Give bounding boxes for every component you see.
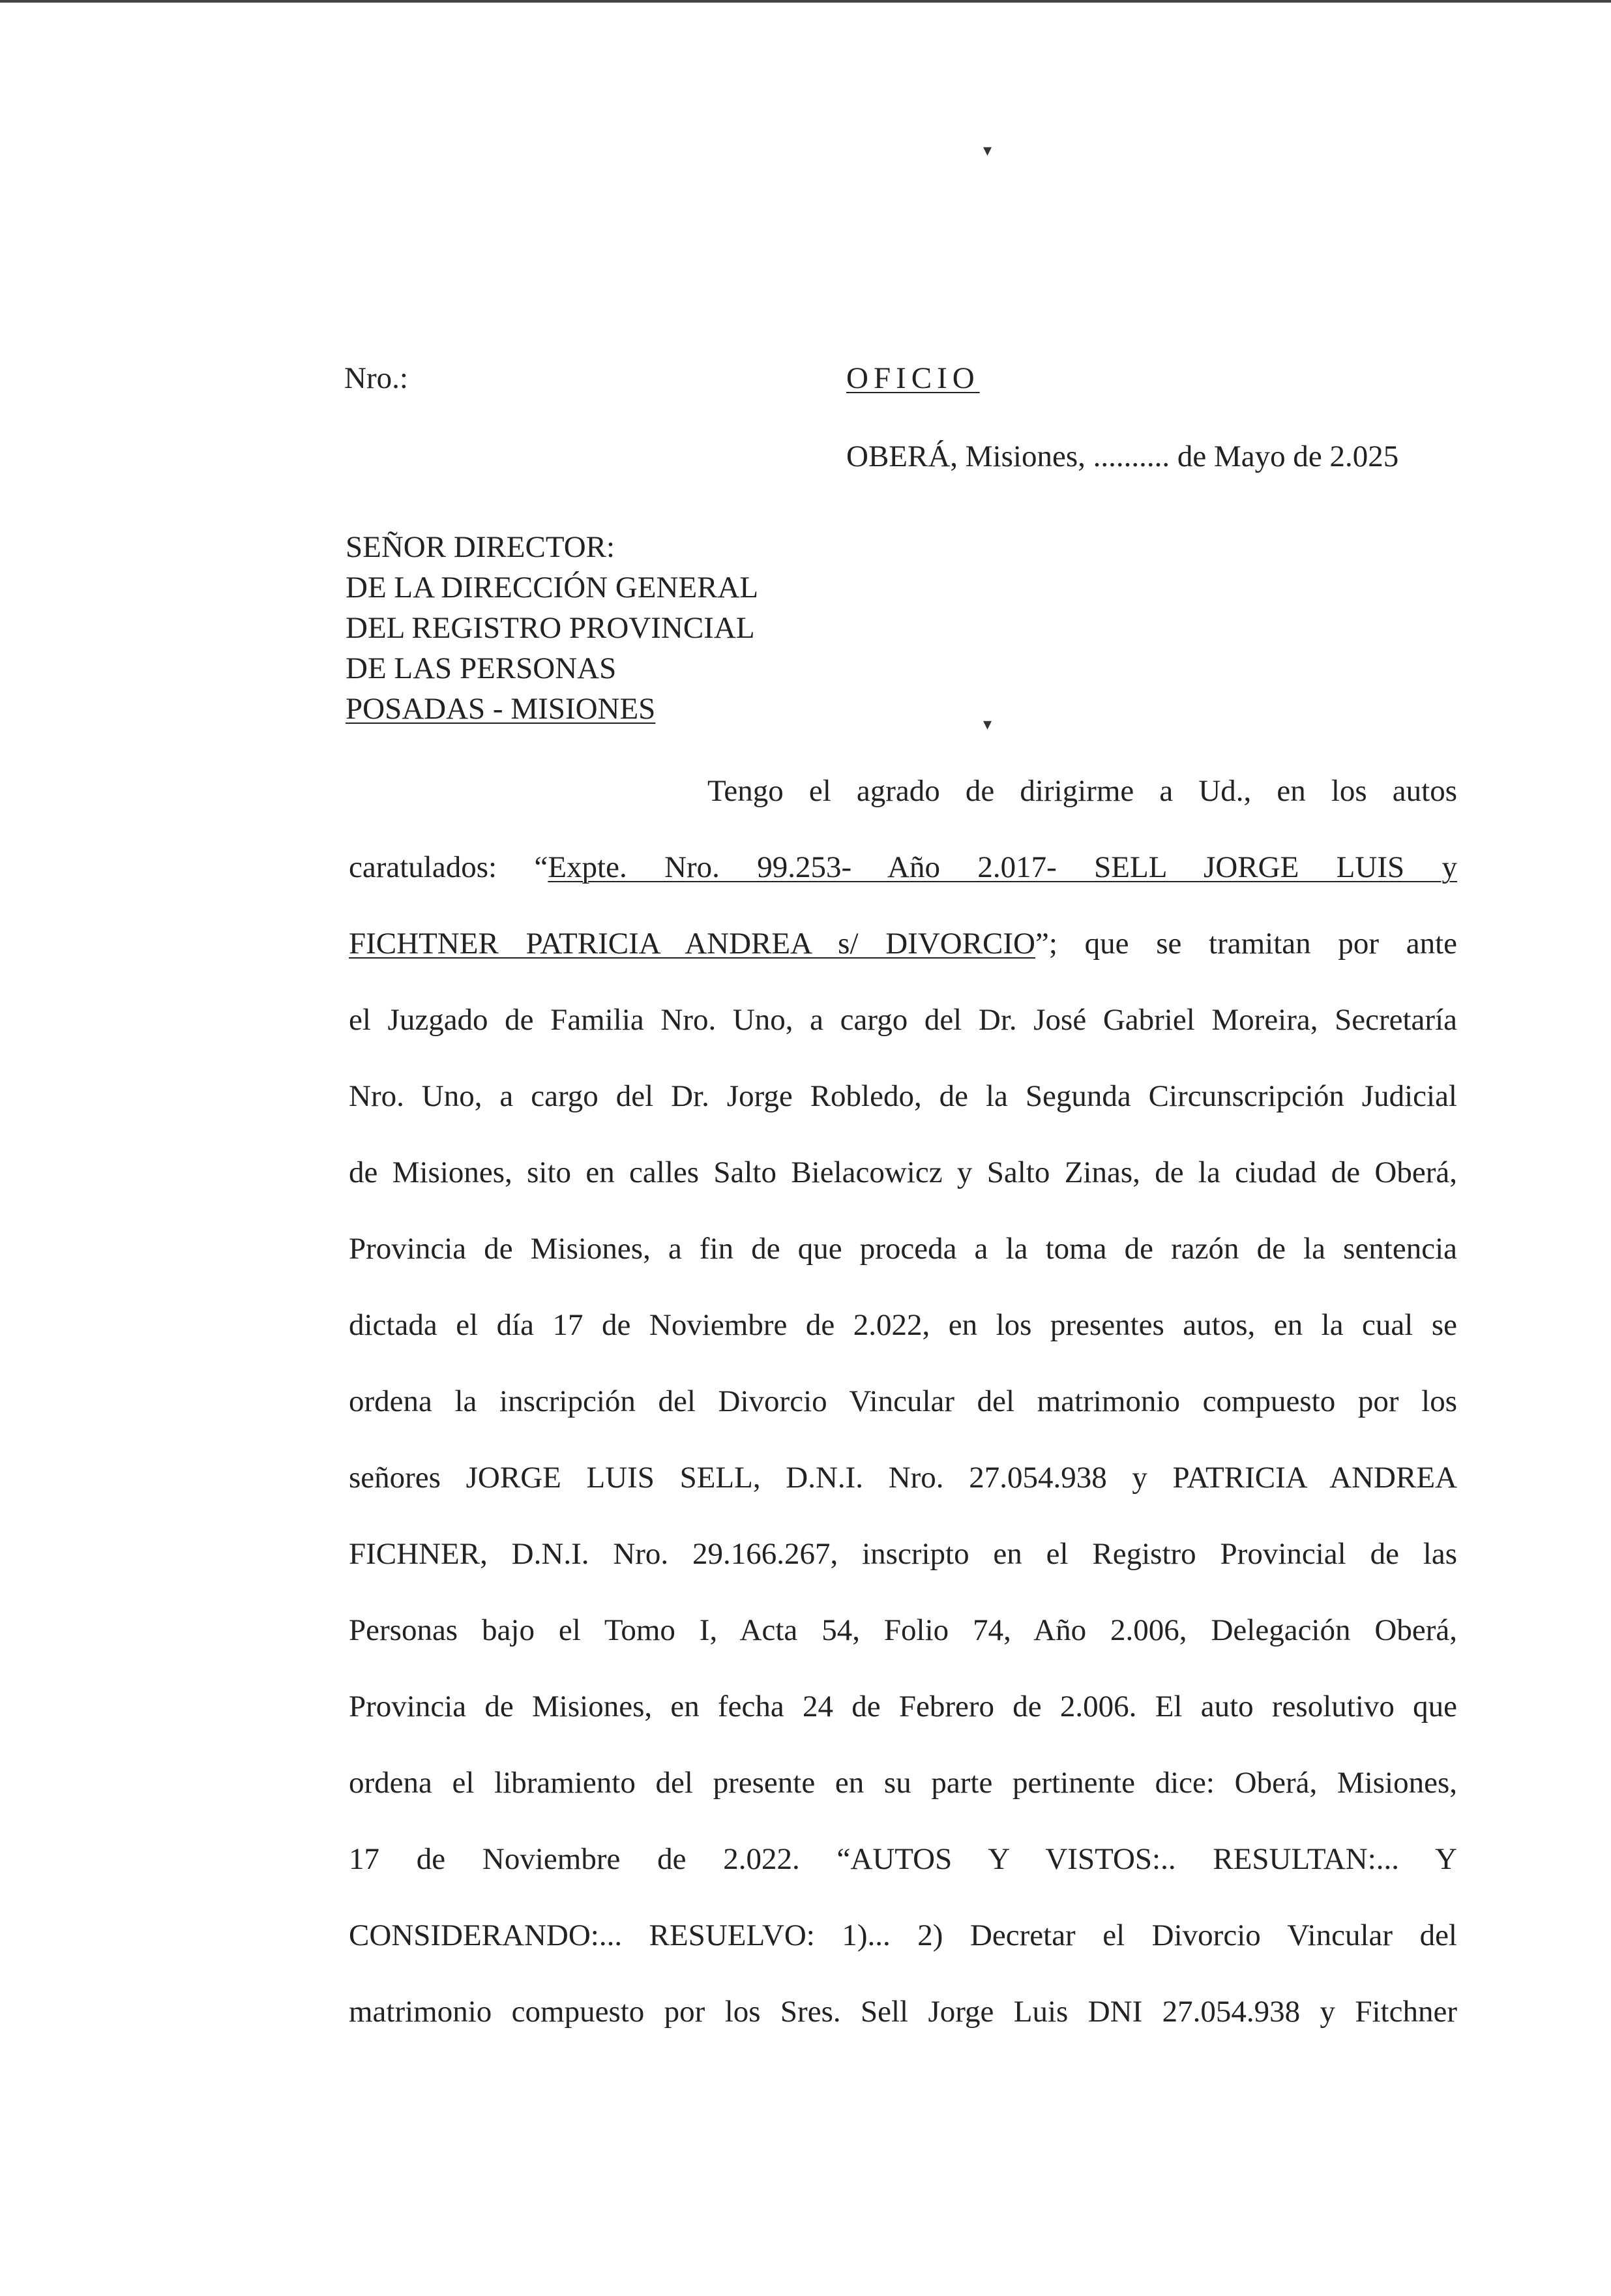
- body-line: Tengo el agrado de dirigirme a Ud., en los autos: [707, 774, 1457, 808]
- addressee-line: DE LA DIRECCIÓN GENERAL: [346, 571, 759, 604]
- body-line: CONSIDERANDO:... RESUELVO: 1)... 2) Decretar el Divorcio Vincular del: [349, 1918, 1457, 1952]
- nro-label: Nro.:: [344, 361, 408, 395]
- body-line: Personas bajo el Tomo I, Acta 54, Folio 74, Año 2.006, Delegación Oberá,: [349, 1613, 1457, 1647]
- addressee-line: DE LAS PERSONAS: [346, 651, 617, 685]
- body-line: [349, 829, 1457, 906]
- body-line: matrimonio compuesto por los Sres. Sell Jorge Luis DNI 27.054.938 y Fitchner: [349, 1995, 1457, 2029]
- addressee-location: POSADAS - MISIONES: [346, 692, 656, 726]
- scan-top-edge: [0, 0, 1611, 3]
- body-line: Nro. Uno, a cargo del Dr. Jorge Robledo, de la Segunda Circunscripción Judicial: [349, 1079, 1457, 1113]
- case-caption: Expte. Nro. 99.253- Año 2.017- SELL JORGE LUIS y: [548, 850, 1457, 884]
- document-title: OFICIO: [846, 361, 980, 395]
- body-line: FICHNER, D.N.I. Nro. 29.166.267, inscripto en el Registro Provincial de las: [349, 1537, 1457, 1571]
- body-line: [349, 906, 1457, 982]
- body-line: Provincia de Misiones, en fecha 24 de Febrero de 2.006. El auto resolutivo que: [349, 1690, 1457, 1723]
- body-paragraph: [349, 753, 1457, 2050]
- case-close: ”; que se tramitan por ante: [1035, 927, 1458, 961]
- addressee-line: SEÑOR DIRECTOR:: [346, 530, 615, 564]
- case-open: caratulados: “: [349, 850, 548, 884]
- addressee-block: [346, 527, 758, 729]
- body-line: ordena la inscripción del Divorcio Vincular del matrimonio compuesto por los: [349, 1384, 1457, 1418]
- body-line: 17 de Noviembre de 2.022. “AUTOS Y VISTOS:.. RESULTAN:... Y: [349, 1842, 1457, 1876]
- scan-speck: ▾: [983, 715, 992, 734]
- body-line: Provincia de Misiones, a fin de que proceda a la toma de razón de la sentencia: [349, 1232, 1457, 1266]
- body-line: el Juzgado de Familia Nro. Uno, a cargo del Dr. José Gabriel Moreira, Secretaría: [349, 1003, 1457, 1037]
- body-line: ordena el libramiento del presente en su parte pertinente dice: Oberá, Misiones,: [349, 1766, 1457, 1800]
- case-caption: FICHTNER PATRICIA ANDREA s/ DIVORCIO: [349, 927, 1035, 961]
- addressee-line: DEL REGISTRO PROVINCIAL: [346, 611, 755, 645]
- body-line: señores JORGE LUIS SELL, D.N.I. Nro. 27.054.938 y PATRICIA ANDREA: [349, 1461, 1457, 1495]
- scan-speck: ▾: [983, 141, 992, 160]
- body-line: de Misiones, sito en calles Salto Bielacowicz y Salto Zinas, de la ciudad de Oberá,: [349, 1155, 1457, 1189]
- date-line: OBERÁ, Misiones, .......... de Mayo de 2.025: [846, 440, 1399, 473]
- body-line: dictada el día 17 de Noviembre de 2.022, en los presentes autos, en la cual se: [349, 1308, 1457, 1342]
